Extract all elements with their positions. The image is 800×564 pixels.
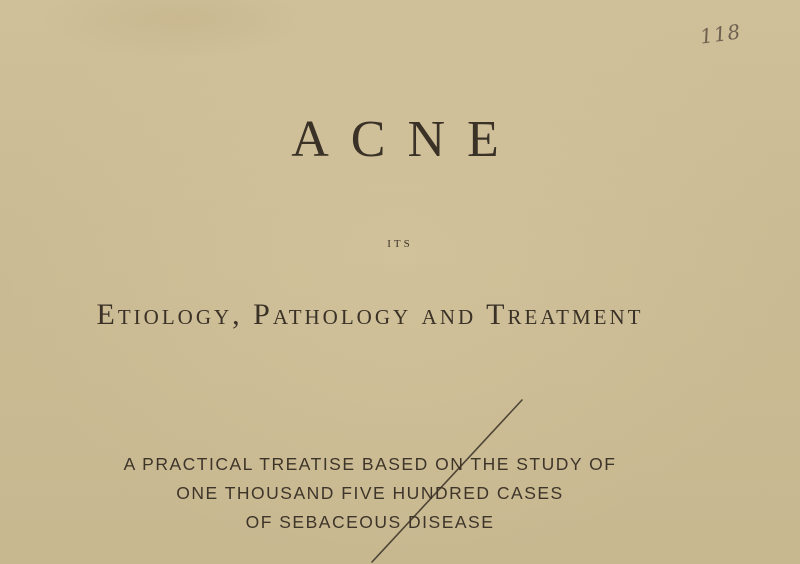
book-subtitle: Etiology, Pathology and Treatment [96,298,644,331]
description-line-3: OF SEBACEOUS DISEASE [245,512,495,532]
handwritten-shelfmark: 118 [698,19,743,49]
description-line-2: ONE THOUSAND FIVE HUNDRED CASES [176,483,564,503]
title-connector: ITS [387,238,413,250]
book-title: ACNE [291,111,521,168]
description-line-1: A PRACTICAL TREATISE BASED ON THE STUDY OF [123,454,617,474]
